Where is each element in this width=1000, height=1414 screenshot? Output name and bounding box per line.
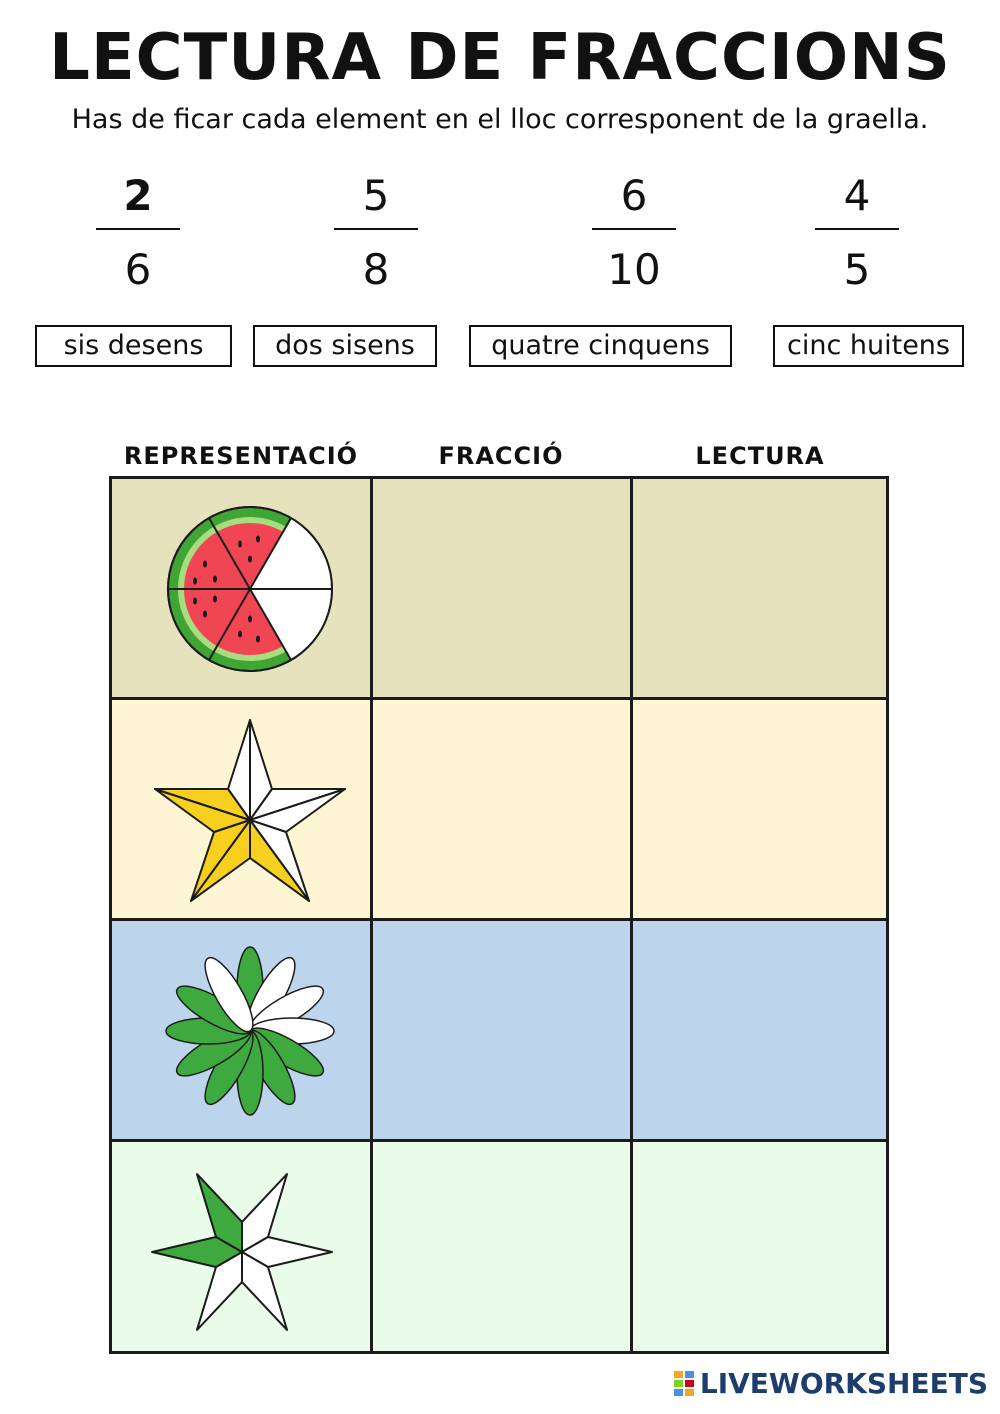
fraction-bar (592, 228, 676, 230)
reading-drop-cell[interactable] (633, 1142, 886, 1354)
reading-drop-cell[interactable] (633, 921, 886, 1139)
representation-cell (112, 479, 370, 697)
reading-drop-cell[interactable] (633, 479, 886, 697)
instruction-text: Has de ficar cada element en el lloc corresponent de la graella. (71, 104, 929, 135)
fraction-numerator: 4 (843, 171, 871, 220)
table-row (112, 1142, 886, 1354)
logo-text: LIVEWORKSHEETS (699, 1367, 988, 1400)
fraction-drop-cell[interactable] (373, 1142, 631, 1354)
column-header-fraction: FRACCIÓ (438, 442, 564, 470)
fraction-numerator: 5 (362, 171, 390, 220)
reading-drop-cell[interactable] (633, 700, 886, 918)
answer-grid (109, 476, 889, 1354)
fraction-card-1[interactable] (98, 168, 178, 298)
reading-chip[interactable]: quatre cinquens (469, 325, 732, 367)
grid-divider (112, 1139, 886, 1142)
table-row (112, 921, 886, 1139)
grid-divider (112, 918, 886, 921)
fraction-denominator: 5 (843, 245, 871, 294)
page-title: LECTURA DE FRACCIONS (49, 21, 951, 95)
fraction-drop-cell[interactable] (373, 921, 631, 1139)
column-header-reading: LECTURA (695, 442, 825, 470)
fraction-bar (96, 228, 180, 230)
fraction-drop-cell[interactable] (373, 700, 631, 918)
fraction-denominator: 10 (607, 245, 661, 294)
column-header-representation: REPRESENTACIÓ (123, 442, 359, 470)
fraction-card-3[interactable] (594, 168, 674, 298)
representation-cell (112, 700, 370, 918)
table-row (112, 479, 886, 697)
grid-divider (630, 479, 633, 1351)
watermelon-icon (112, 479, 370, 697)
fraction-denominator: 8 (362, 245, 390, 294)
fraction-bar (815, 228, 899, 230)
liveworksheets-logo (674, 1364, 988, 1404)
reading-chip[interactable]: dos sisens (253, 325, 437, 367)
grid-divider (370, 479, 373, 1351)
table-row (112, 700, 886, 918)
fraction-denominator: 6 (124, 245, 152, 294)
flower-icon (112, 921, 370, 1139)
reading-chip[interactable]: sis desens (35, 325, 232, 367)
representation-cell (112, 1142, 370, 1354)
fraction-drop-cell[interactable] (373, 479, 631, 697)
fraction-numerator: 6 (620, 171, 648, 220)
fraction-card-2[interactable] (336, 168, 416, 298)
fraction-numerator: 2 (123, 171, 153, 220)
grid-divider (112, 697, 886, 700)
fraction-bar (334, 228, 418, 230)
representation-cell (112, 921, 370, 1139)
liveworksheets-mark-icon (674, 1371, 696, 1397)
star-icon (112, 700, 370, 918)
fraction-card-4[interactable] (817, 168, 897, 298)
six-point-star-icon (112, 1142, 370, 1354)
reading-chip[interactable]: cinc huitens (773, 325, 964, 367)
